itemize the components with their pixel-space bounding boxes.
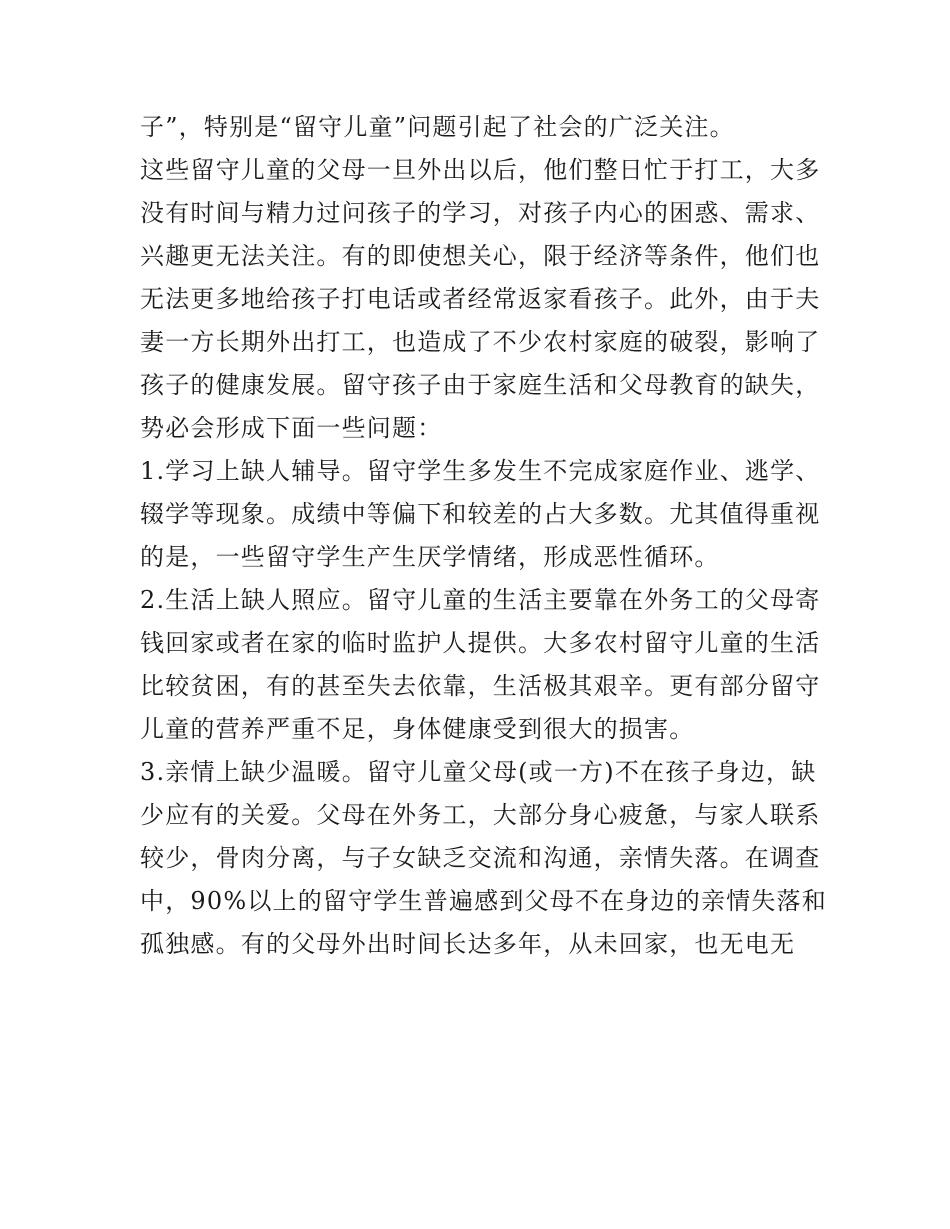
text-line: 儿童的营养严重不足，身体健康受到很大的损害。 (140, 715, 695, 743)
list-item-1-line: 1.学习上缺人辅导。留守学生多发生不完成家庭作业、逃学、 (140, 457, 821, 485)
text-line: 没有时间与精力过问孩子的学习，对孩子内心的困惑、需求、 (140, 199, 821, 227)
text-line: 孩子的健康发展。留守孩子由于家庭生活和父母教育的缺失， (140, 371, 821, 399)
text-line: 妻一方长期外出打工，也造成了不少农村家庭的破裂，影响了 (140, 328, 821, 356)
text-line: 子”，特别是“留守儿童”问题引起了社会的广泛关注。 (140, 113, 735, 141)
body-text (140, 106, 827, 966)
text-line: 兴趣更无法关注。有的即使想关心，限于经济等条件，他们也 (140, 242, 821, 270)
text-line: 钱回家或者在家的临时监护人提供。大多农村留守儿童的生活 (140, 629, 821, 657)
text-line: 辍学等现象。成绩中等偏下和较差的占大多数。尤其值得重视 (140, 500, 821, 528)
text-line: 势必会形成下面一些问题： (140, 414, 443, 442)
text-line: 这些留守儿童的父母一旦外出以后，他们整日忙于打工，大多 (140, 156, 821, 184)
text-line: 的是，一些留守学生产生厌学情绪，形成恶性循环。 (140, 543, 720, 571)
text-line: 比较贫困，有的甚至失去依靠，生活极其艰辛。更有部分留守 (140, 672, 821, 700)
list-item-3-line: 3.亲情上缺少温暖。留守儿童父母(或一方)不在孩子身边，缺 (140, 758, 817, 786)
text-line: 中，90%以上的留守学生普遍感到父母不在身边的亲情失落和 (140, 887, 827, 915)
text-line: 无法更多地给孩子打电话或者经常返家看孩子。此外，由于夫 (140, 285, 821, 313)
text-line: 较少，骨肉分离，与子女缺乏交流和沟通，亲情失落。在调查 (140, 844, 821, 872)
text-line: 孤独感。有的父母外出时间长达多年，从未回家，也无电无 (140, 930, 796, 958)
text-line: 少应有的关爱。父母在外务工，大部分身心疲惫，与家人联系 (140, 801, 821, 829)
list-item-2-line: 2.生活上缺人照应。留守儿童的生活主要靠在外务工的父母寄 (140, 586, 821, 614)
